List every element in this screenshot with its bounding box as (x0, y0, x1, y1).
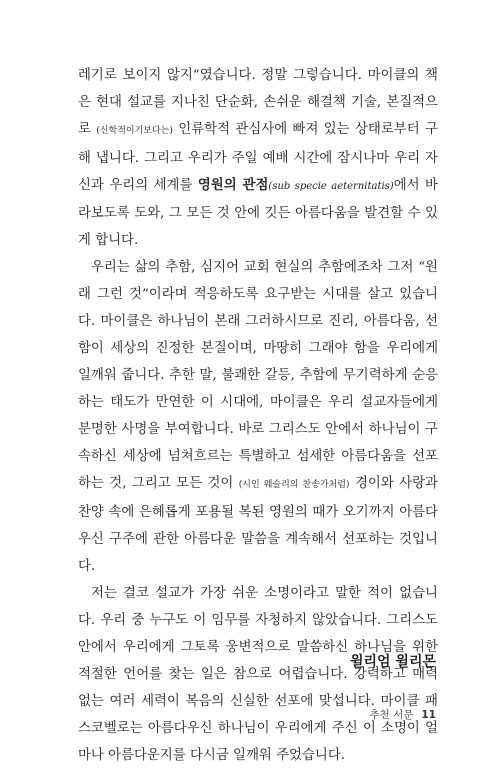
paragraph-2-note: (시인 웨슬리의 찬송가처럼) (238, 480, 350, 490)
paragraph-1-text-c: 에서 바라보도록 도와, 그 모든 것 안에 깃든 아름다움을 발견할 수 있게 합니다. (78, 178, 438, 248)
paragraph-2-text-a: 우리는 삶의 추함, 심지어 교회 현실의 추함에조차 그저 “원래 그런 것”이라며 적응하도록 요구받는 시대를 살고 있습니다. 마이클은 하나님이 본래 그러하시므로 진리, 아름다움, 선함이 세상의 진정한 본질이며, 마땅히 그래야 함을 우리에게 일깨워 줍니다. 추한 말, 불쾌한 갈등, 추함에 무기력하게 순응하는 태도가 만연한 이 시대에, 마이클은 우리 설교자들에게 분명한 사명을 부여합니다. 바로 그리스도 안에서 하나님이 구속하신 세상에 넘쳐흐르는 특별하고 섬세한 아름다움을 선포하는 것, 그리고 모든 것이 (78, 260, 438, 491)
section-title: 추천 서문 (369, 709, 414, 721)
bold-term: 영원의 관점 (197, 177, 269, 193)
paragraph-2-text-b: 경이와 사랑과 찬양 속에 은혜롭게 포용될 복된 영원의 때가 오기까지 아름다우신 구주에 관한 아름다운 말씀을 계속해서 선포하는 것입니다. (78, 476, 438, 574)
paragraph-1 (78, 62, 438, 254)
paragraph-1-note: (신학적이기보다는) (96, 126, 173, 136)
author-signature: 윌리엄 윌리몬 (349, 654, 436, 670)
paragraph-1-text-b: 인류학적 관심사에 빠져 있는 상태로부터 구해 냅니다. 그리고 우리가 주일 예배 시간에 잠시나마 우리 자신과 우리의 세계를 (78, 122, 438, 193)
page-number: 11 (421, 709, 436, 721)
paragraph-3: 저는 결코 설교가 가장 쉬운 소명이라고 말한 적이 없습니다. 우리 중 누구도 이 임무를 자청하지 않았습니다. 그리스도 안에서 우리에게 그토록 웅변적으로 말씀하신 하나님을 위한 적절한 언어를 찾는 일은 참으로 어렵습니다. 강력하고 매력 없는 여러 세력이 복음의 신실한 선포에 맞섭니다. 마이클 패스코벨로는 아름다우신 하나님이 우리에게 주신 이 소명이 얼마나 아름다운지를 다시금 일깨워 주었습니다. (78, 586, 438, 763)
paragraph-1-text-a: 레기로 보이지 않지”였습니다. 정말 그렇습니다. 마이클의 책은 현대 설교를 지나친 단순화, 손쉬운 해결책 기술, 본질적으로 (78, 68, 438, 137)
page-footer (369, 707, 436, 722)
latin-phrase: (sub specie aeternitatis) (268, 181, 394, 192)
paragraph-2 (78, 254, 438, 580)
